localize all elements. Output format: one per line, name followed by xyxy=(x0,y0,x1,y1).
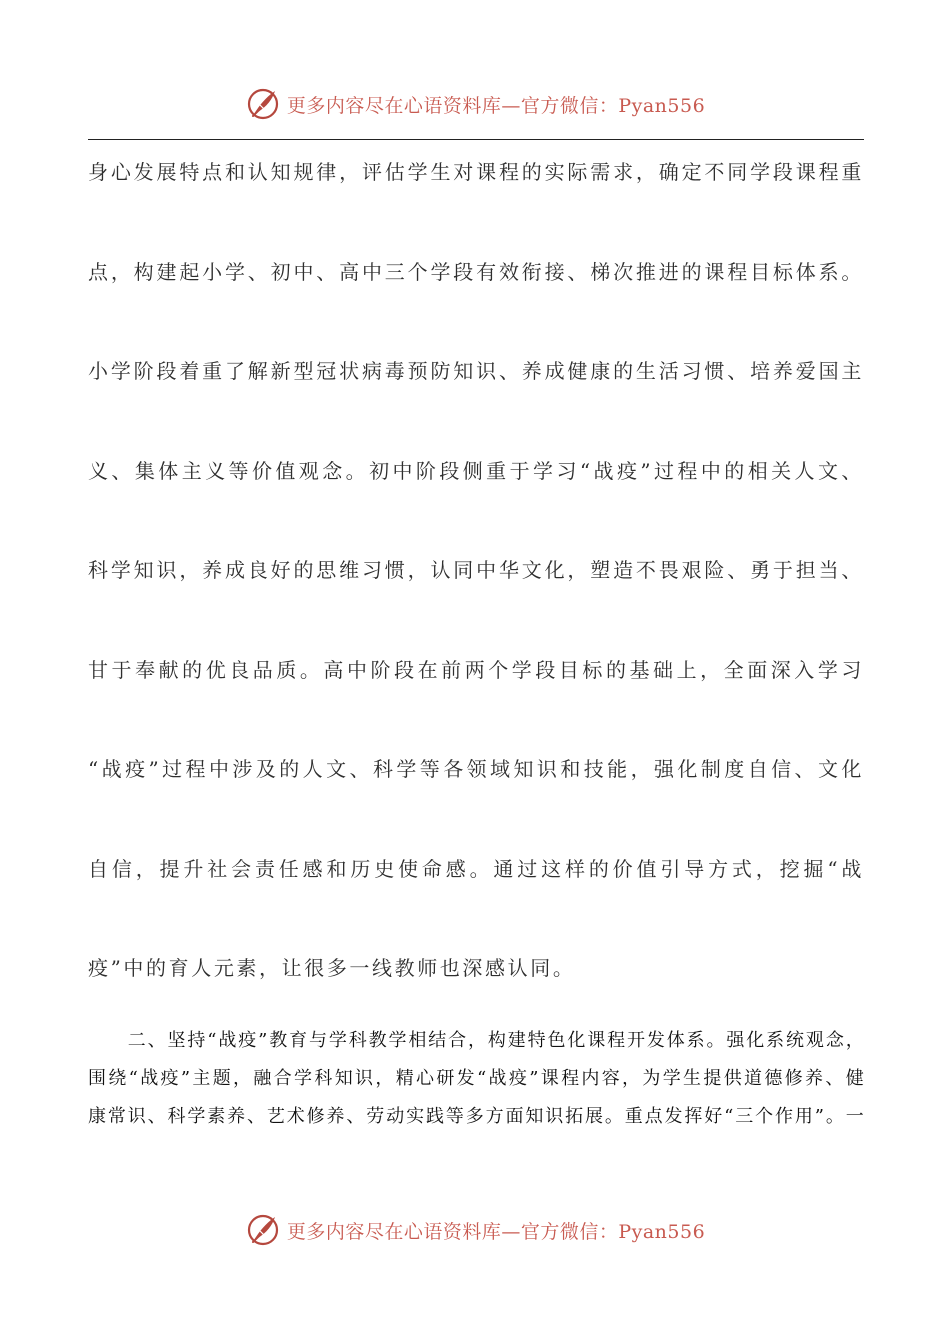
quill-logo-icon xyxy=(245,1212,281,1248)
text-line: 身心发展特点和认知规律，评估学生对课程的实际需求，确定不同学段课程重 xyxy=(88,160,864,184)
page-header xyxy=(0,84,950,124)
quill-logo-icon xyxy=(245,86,281,122)
paragraph-1 xyxy=(88,148,864,1044)
text-line: 义、集体主义等价值观念。初中阶段侧重于学习“战疫”过程中的相关人文、 xyxy=(88,458,864,483)
text-line: 疫”中的育人元素，让很多一线教师也深感认同。 xyxy=(88,956,576,980)
text-line: 自信，提升社会责任感和历史使命感。通过这样的价值引导方式，挖掘“战 xyxy=(88,856,864,881)
text-line: 围绕“战疫”主题，融合学科知识，精心研发“战疫”课程内容，为学生提供道德修养、健 xyxy=(88,1068,864,1089)
text-line: 科学知识，养成良好的思维习惯，认同中华文化，塑造不畏艰险、勇于担当、 xyxy=(88,558,864,582)
page-footer xyxy=(0,1210,950,1250)
text-line: 点，构建起小学、初中、高中三个学段有效衔接、梯次推进的课程目标体系。 xyxy=(88,259,864,284)
paragraph-2 xyxy=(88,1022,864,1136)
footer-banner-text: 更多内容尽在心语资料库—官方微信：Pyan556 xyxy=(286,1220,706,1243)
text-line: 二、坚持“战疫”教育与学科教学相结合，构建特色化课程开发体系。强化系统观念， xyxy=(88,1030,864,1051)
text-line: “战疫”过程中涉及的人文、科学等各领域知识和技能，强化制度自信、文化 xyxy=(88,757,864,781)
text-line: 小学阶段着重了解新型冠状病毒预防知识、养成健康的生活习惯、培养爱国主 xyxy=(88,359,864,383)
header-divider xyxy=(88,139,864,140)
text-line: 甘于奉献的优良品质。高中阶段在前两个学段目标的基础上，全面深入学习 xyxy=(88,657,864,682)
header-banner-text: 更多内容尽在心语资料库—官方微信：Pyan556 xyxy=(286,94,706,117)
text-line: 康常识、科学素养、艺术修养、劳动实践等多方面知识拓展。重点发挥好“三个作用”。一 xyxy=(88,1106,864,1127)
